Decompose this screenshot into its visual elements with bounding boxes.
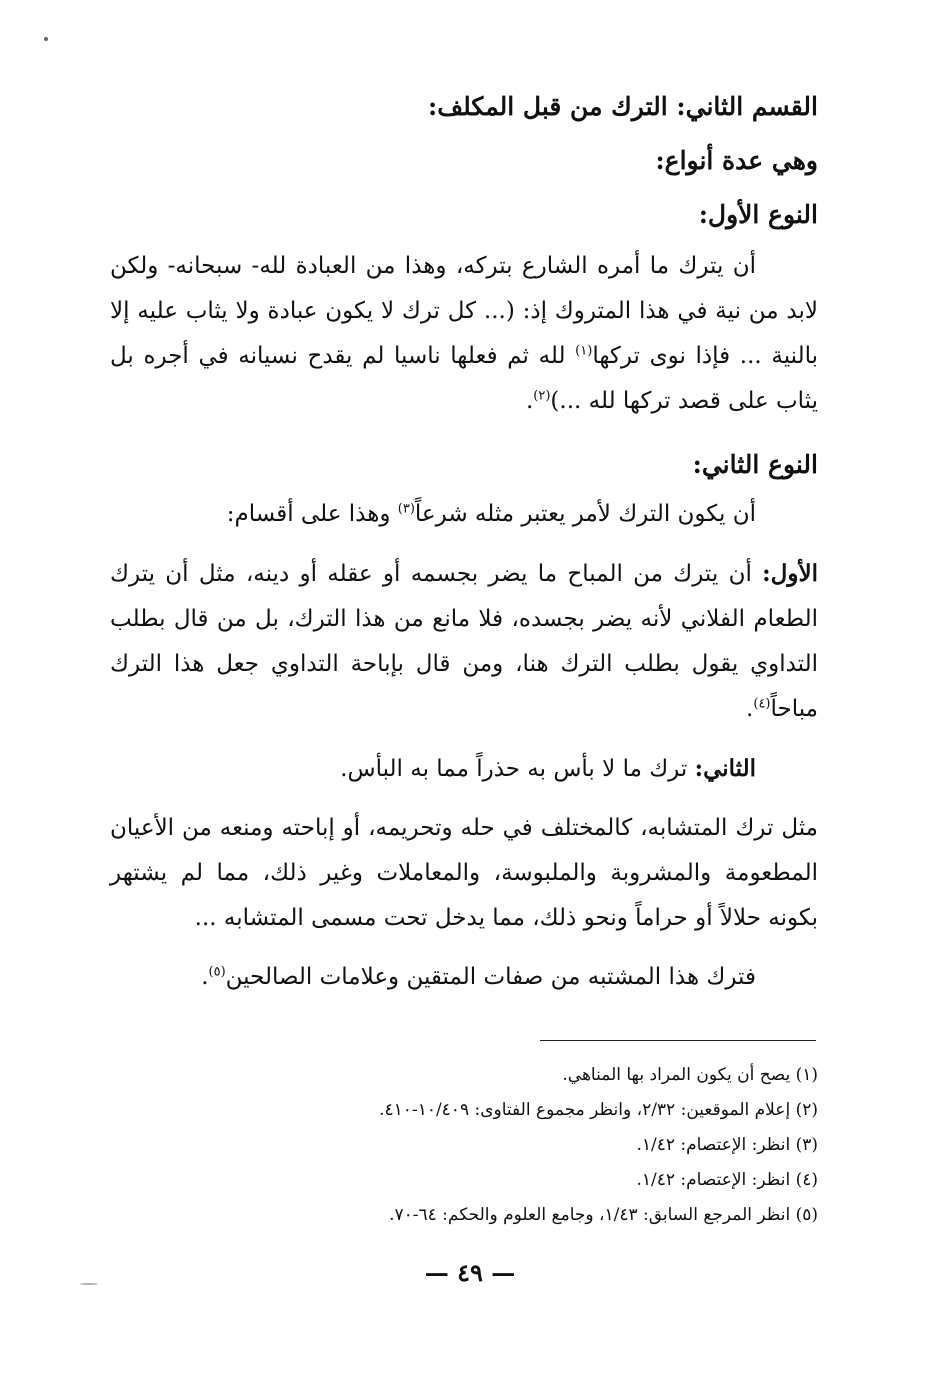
page-number: — ٤٩ — <box>424 1258 516 1287</box>
footnote-5: (٥) انظر المرجع السابق: ١/٤٣، وجامع العلوم والحكم: ٦٤-٧٠. <box>389 1205 818 1225</box>
conclusion-end: . <box>201 964 209 990</box>
conclusion-text: فترك هذا المشتبه من صفات المتقين وعلامات الصالحين <box>225 964 756 990</box>
first-division-paragraph <box>110 551 818 732</box>
second-division-paragraph <box>110 746 818 792</box>
first-division-label: الأول: <box>762 560 818 587</box>
second-division-text: ترك ما لا بأس به حذراً مما به البأس. <box>340 756 695 782</box>
type-one-heading: النوع الأول: <box>698 200 818 229</box>
type-two-text-b: وهذا على أقسام: <box>226 501 398 527</box>
type-one-paragraph <box>110 244 818 424</box>
scan-speck <box>44 37 48 41</box>
type-one-text-a: أن يترك ما أمره الشارع بتركه، وهذا من العبادة لله- سبحانه- ولكن لابد من نية في هذا المتروك إذ: (... كل ترك لا يكون عبادة ولا يثاب عليه إلا بالنية ... فإذا نوى تركها <box>110 253 818 369</box>
main-text <box>110 80 818 1000</box>
footnote-ref-5: (٥) <box>208 964 226 980</box>
type-one-text-end: . <box>525 388 534 414</box>
footnote-3: (٣) انظر: الإعتصام: ١/٤٢. <box>636 1135 818 1155</box>
footnote-ref-4: (٤) <box>753 696 771 712</box>
section-heading: القسم الثاني: الترك من قبل المكلف: <box>428 92 818 121</box>
footnote-divider <box>540 1040 816 1041</box>
second-division-label: الثاني: <box>694 755 756 782</box>
footnotes <box>110 1058 818 1233</box>
type-two-heading: النوع الثاني: <box>692 450 818 479</box>
footnote-ref-1: (١) <box>575 343 593 359</box>
footnote-1: (١) يصح أن يكون المراد بها المناهي. <box>562 1065 818 1085</box>
example-paragraph: مثل ترك المتشابه، كالمختلف في حله وتحريمه، أو إباحته ومنعه من الأعيان المطعومة والمشروبة والملبوسة، والمعاملات وغير ذلك، مما لم يشتهر بكونه حلالاً أو حراماً ونحو ذلك، مما يدخل تحت مسمى المتشابه ... <box>110 815 818 931</box>
type-one-text-b: لله ثم فعلها ناسيا لم يقدح نسيانه في أجره بل يثاب على قصد تركها لله ...) <box>110 343 818 414</box>
first-division-text: أن يترك من المباح ما يضر بجسمه أو عقله أو دينه، مثل أن يترك الطعام الفلاني لأنه يضر بجسده، فلا مانع من هذا الترك، بل من قال بطلب التداوي يقول بطلب الترك هنا، ومن قال بإباحة التداوي جعل هذا الترك مباحاً <box>110 561 818 722</box>
footnote-ref-3: (٣) <box>397 501 415 517</box>
first-division-end: . <box>746 696 754 722</box>
footnote-2: (٢) إعلام الموقعين: ٢/٣٢، وانظر مجموع الفتاوى: ١٠/٤٠٩-٤١٠. <box>379 1100 818 1120</box>
footnote-ref-2: (٢) <box>533 388 551 404</box>
conclusion-paragraph <box>110 955 818 1000</box>
type-two-text-a: أن يكون الترك لأمر يعتبر مثله شرعاً <box>414 501 756 527</box>
scan-speck <box>80 1283 98 1285</box>
footnote-4: (٤) انظر: الإعتصام: ١/٤٢. <box>636 1170 818 1190</box>
type-two-paragraph <box>110 492 818 537</box>
types-intro-heading: وهي عدة أنواع: <box>655 146 818 175</box>
